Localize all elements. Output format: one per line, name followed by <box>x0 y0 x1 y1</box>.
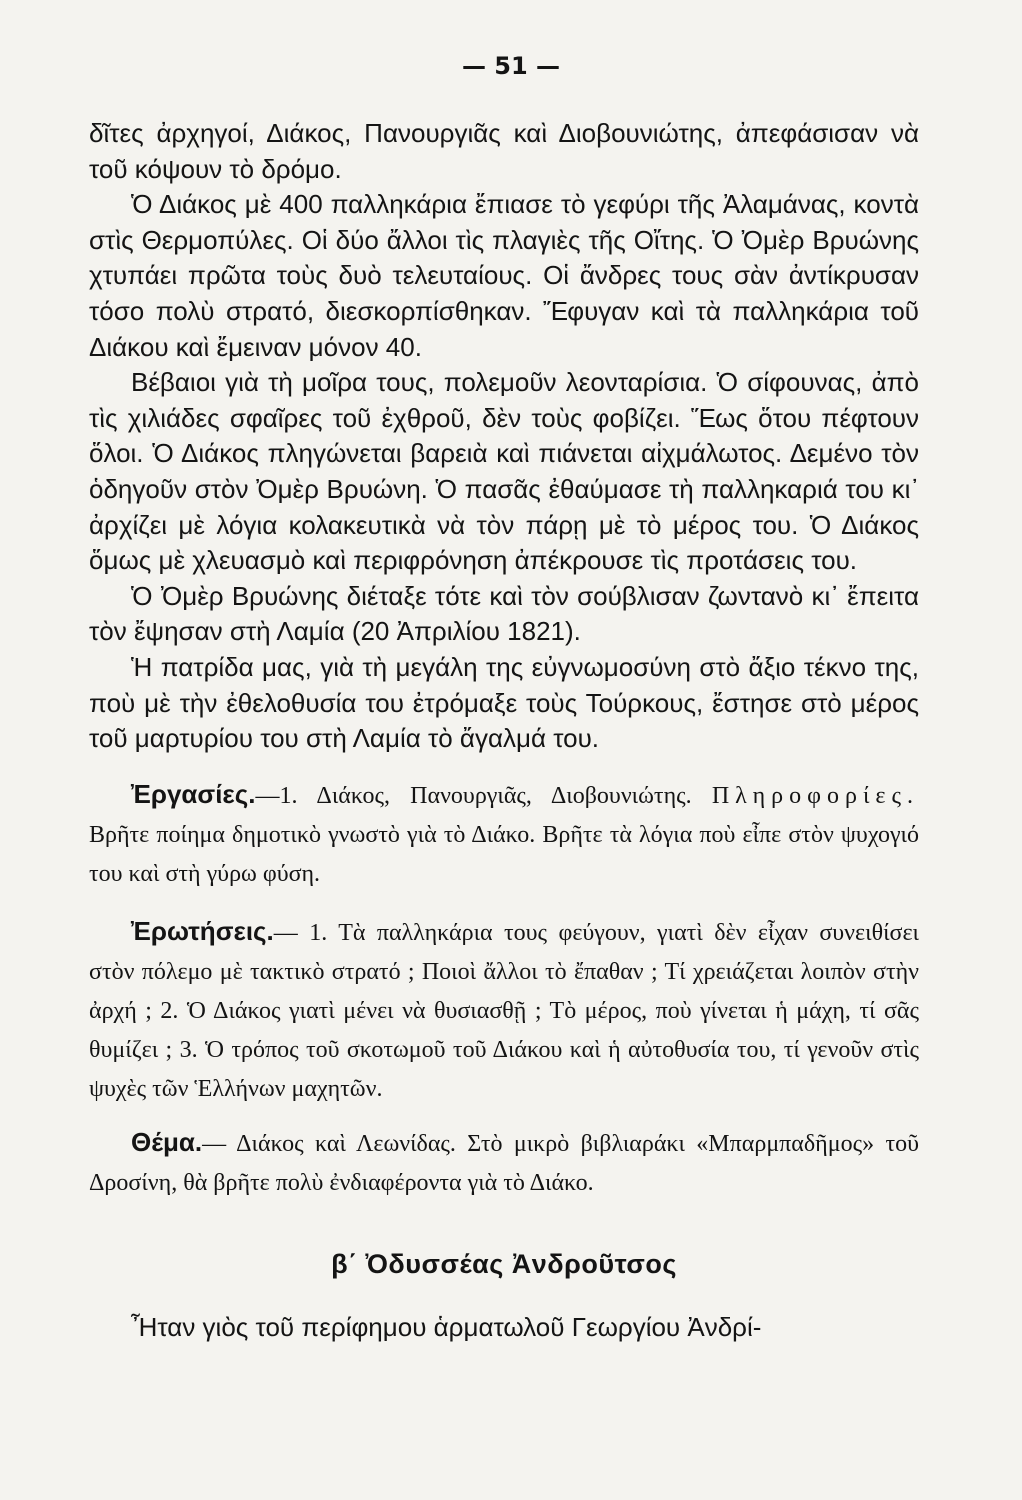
paragraph-capture: Βέβαιοι γιὰ τὴ μοῖρα τους, πολεμοῦν λεονταρίσια. Ὁ σίφουνας, ἀπὸ τὶς χιλιάδες σφαῖρες τοῦ ἐχθροῦ, δὲν τοὺς φοβίζει. Ἕως ὅτου πέφτουν ὅλοι. Ὁ Διάκος πληγώνεται βαρειὰ καὶ πιάνεται αἰχμάλωτος. Δεμένο τὸν ὁδηγοῦν στὸν Ὀμὲρ Βρυώνη. Ὁ πασᾶς ἐθαύμασε τὴ παλληκαριά του κι᾿ ἀρχίζει μὲ λόγια κολακευτικὰ νὰ τὸν πάρῃ μὲ τὸ μέρος του. Ὁ Διάκος ὅμως μὲ χλευασμὸ καὶ περιφρόνηση ἀπέκρουσε τὶς προτάσεις του. <box>89 367 919 576</box>
paragraph-next-section: Ἦταν γιὸς τοῦ περίφημου ἁρματωλοῦ Γεωργίου Ἀνδρί- <box>131 1311 762 1342</box>
exercises-block <box>89 775 919 894</box>
page-body <box>89 116 919 1345</box>
paragraph-statue: Ἡ πατρίδα μας, γιὰ τὴ μεγάλη της εὐγνωμοσύνη στὸ ἄξιο τέκνο της, ποὺ μὲ τὴν ἐθελοθυσία του ἐτρόμαξε τοὺς Τούρκους, ἔστησε στὸ μέρος τοῦ μαρτυρίου του στὴ Λαμία τὸ ἄγαλμά του. <box>89 651 919 754</box>
questions-label: Ἐρωτήσεις. <box>131 915 274 946</box>
exercises-label: Ἐργασίες. <box>131 778 256 809</box>
paragraph-execution: Ὁ Ὀμὲρ Βρυώνης διέταξε τότε καὶ τὸν σούβλισαν ζωντανὸ κι᾿ ἔπειτα τὸν ἔψησαν στὴ Λαμία (20 Ἀπριλίου 1821). <box>89 580 919 647</box>
page-number: — 51 — <box>461 52 561 80</box>
theme-label: Θέμα. <box>131 1126 203 1157</box>
theme-block <box>89 1123 919 1203</box>
section-heading: β΄ Ὀδυσσέας Ἀνδροῦτσος <box>331 1248 677 1279</box>
theme-text: — Διάκος καὶ Λεωνίδας. Στὸ μικρὸ βιβλιαράκι «Μπαρμπαδῆμος» τοῦ Δροσίνη, θὰ βρῆτε πολὺ ἐνδιαφέροντα γιὰ τὸ Διάκο. <box>89 1130 919 1196</box>
questions-text: — 1. Τὰ παλληκάρια τους φεύγουν, γιατὶ δὲν εἶχαν συνειθίσει στὸν πόλεμο μὲ τακτικὸ στρατό ; Ποιοὶ ἄλλοι τὸ ἔπαθαν ; Τί χρειάζεται λοιπὸν στὴν ἀρχή ; 2. Ὁ Διάκος γιατὶ μένει νὰ θυσιασθῇ ; Τὸ μέρος, ποὺ γίνεται ἡ μάχη, τί σᾶς θυμίζει ; 3. Ὁ τρόπος τοῦ σκοτωμοῦ τοῦ Διάκου καὶ ἡ αὐτοθυσία του, τί γενοῦν στὶς ψυχὲς τῶν Ἑλλήνων μαχητῶν. <box>89 919 919 1102</box>
exercises-text-a: —1. Διάκος, Πανουργιᾶς, Διοβουνιώτης. <box>255 782 712 809</box>
questions-block <box>89 912 919 1109</box>
exercises-text-b: Βρῆτε ποίημα δημοτικὸ γνωστὸ γιὰ τὸ Διάκο. Βρῆτε τὰ λόγια ποὺ εἶπε στὸν ψυχογιό του καὶ στὴ γύρω φύση. <box>89 821 919 887</box>
exercises-spaced-word: Πληροφορίες. <box>711 782 919 809</box>
paragraph-continuation: δῖτες ἀρχηγοί, Διάκος, Πανουργιᾶς καὶ Διοβουνιώτης, ἀπεφάσισαν νὰ τοῦ κόψουν τὸ δρόμο. <box>89 118 919 184</box>
paragraph-battle: Ὁ Διάκος μὲ 400 παλληκάρια ἔπιασε τὸ γεφύρι τῆς Ἀλαμάνας, κοντὰ στὶς Θερμοπύλες. Οἱ δύο ἄλλοι τὶς πλαγιὲς τῆς Οἴτης. Ὁ Ὀμὲρ Βρυώνης χτυπάει πρῶτα τοὺς δυὸ τελευταίους. Οἱ ἄνδρες τους σὰν ἀντίκρυσαν τόσο πολὺ στρατό, διεσκορπίσθηκαν. Ἔφυγαν καὶ τὰ παλληκάρια τοῦ Διάκου καὶ ἔμειναν μόνον 40. <box>89 189 919 362</box>
